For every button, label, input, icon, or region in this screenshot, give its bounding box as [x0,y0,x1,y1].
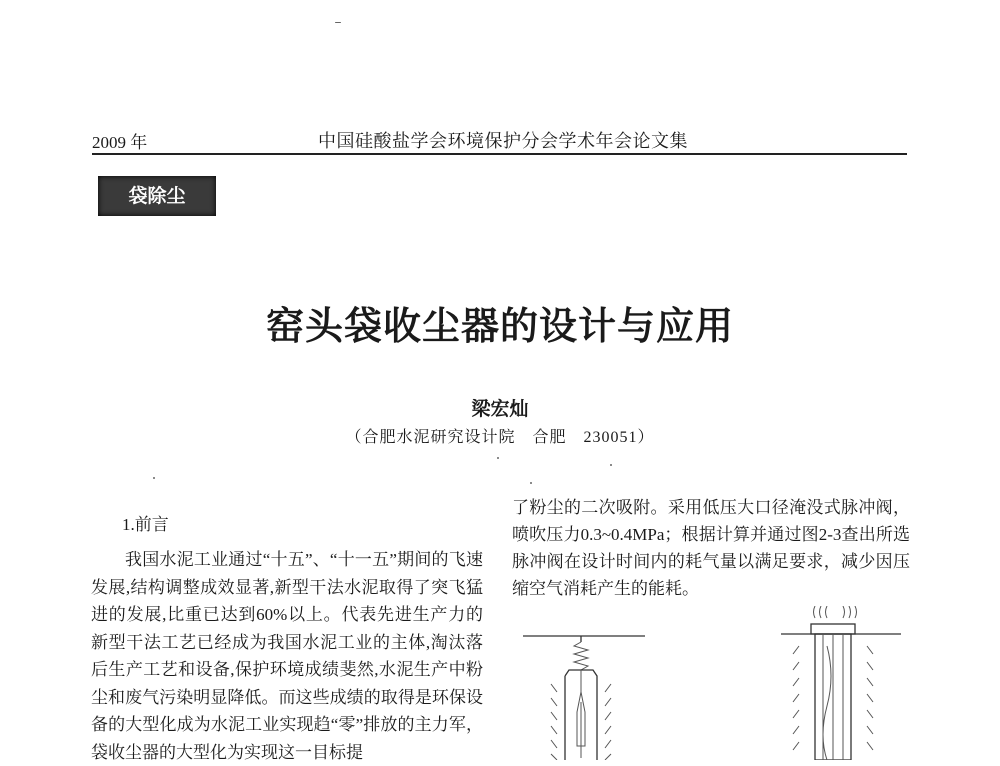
section-heading-intro: 1.前言 [122,515,169,534]
scan-speck [610,464,612,466]
scan-speck [153,477,155,479]
article-title: 窑头袋收尘器的设计与应用 [265,306,734,348]
bag-filter-left-icon [523,636,645,760]
bag-filter-right-icon [781,606,901,760]
right-paragraph: 了粉尘的二次吸附。采用低压大口径淹没式脉冲阀，喷吹压力0.3~0.4MPa；根据计算并通过图2-3查出所选脉冲阀在设计时间内的耗气量以满足要求，减少因压缩空气消耗产生的能耗。 [512,498,910,598]
affiliation: （合肥水泥研究设计院 合肥 230051） [345,429,655,446]
left-column [91,546,483,766]
intro-paragraph: 我国水泥工业通过“十五”、“十一五”期间的飞速发展,结构调整成效显著,新型干法水泥取得了突飞猛进的发展,比重已达到60%以上。代表先进生产力的新型干法工艺已经成为我国水泥工业的主体,淘汰落后生产工艺和设备,保护环境成绩斐然,水泥生产中粉尘和废气污染明显降低。而这些成绩的取得是环保设备的大型化成为水泥工业实现趋“零”排放的主力军，袋收尘器的大型化为实现这一目标提 [91,550,483,762]
header-year: 2009 年 [92,133,148,152]
scan-speck [530,482,532,484]
scan-speck [497,457,499,459]
scan-speck [335,22,341,23]
section-tag: 袋除尘 [98,176,216,216]
right-column [512,494,910,602]
figure-bag-filters [515,606,915,760]
proceedings-title: 中国硅酸盐学会环境保护分会学术年会论文集 [318,131,688,151]
author: 梁宏灿 [471,399,529,420]
header-rule [92,153,907,155]
